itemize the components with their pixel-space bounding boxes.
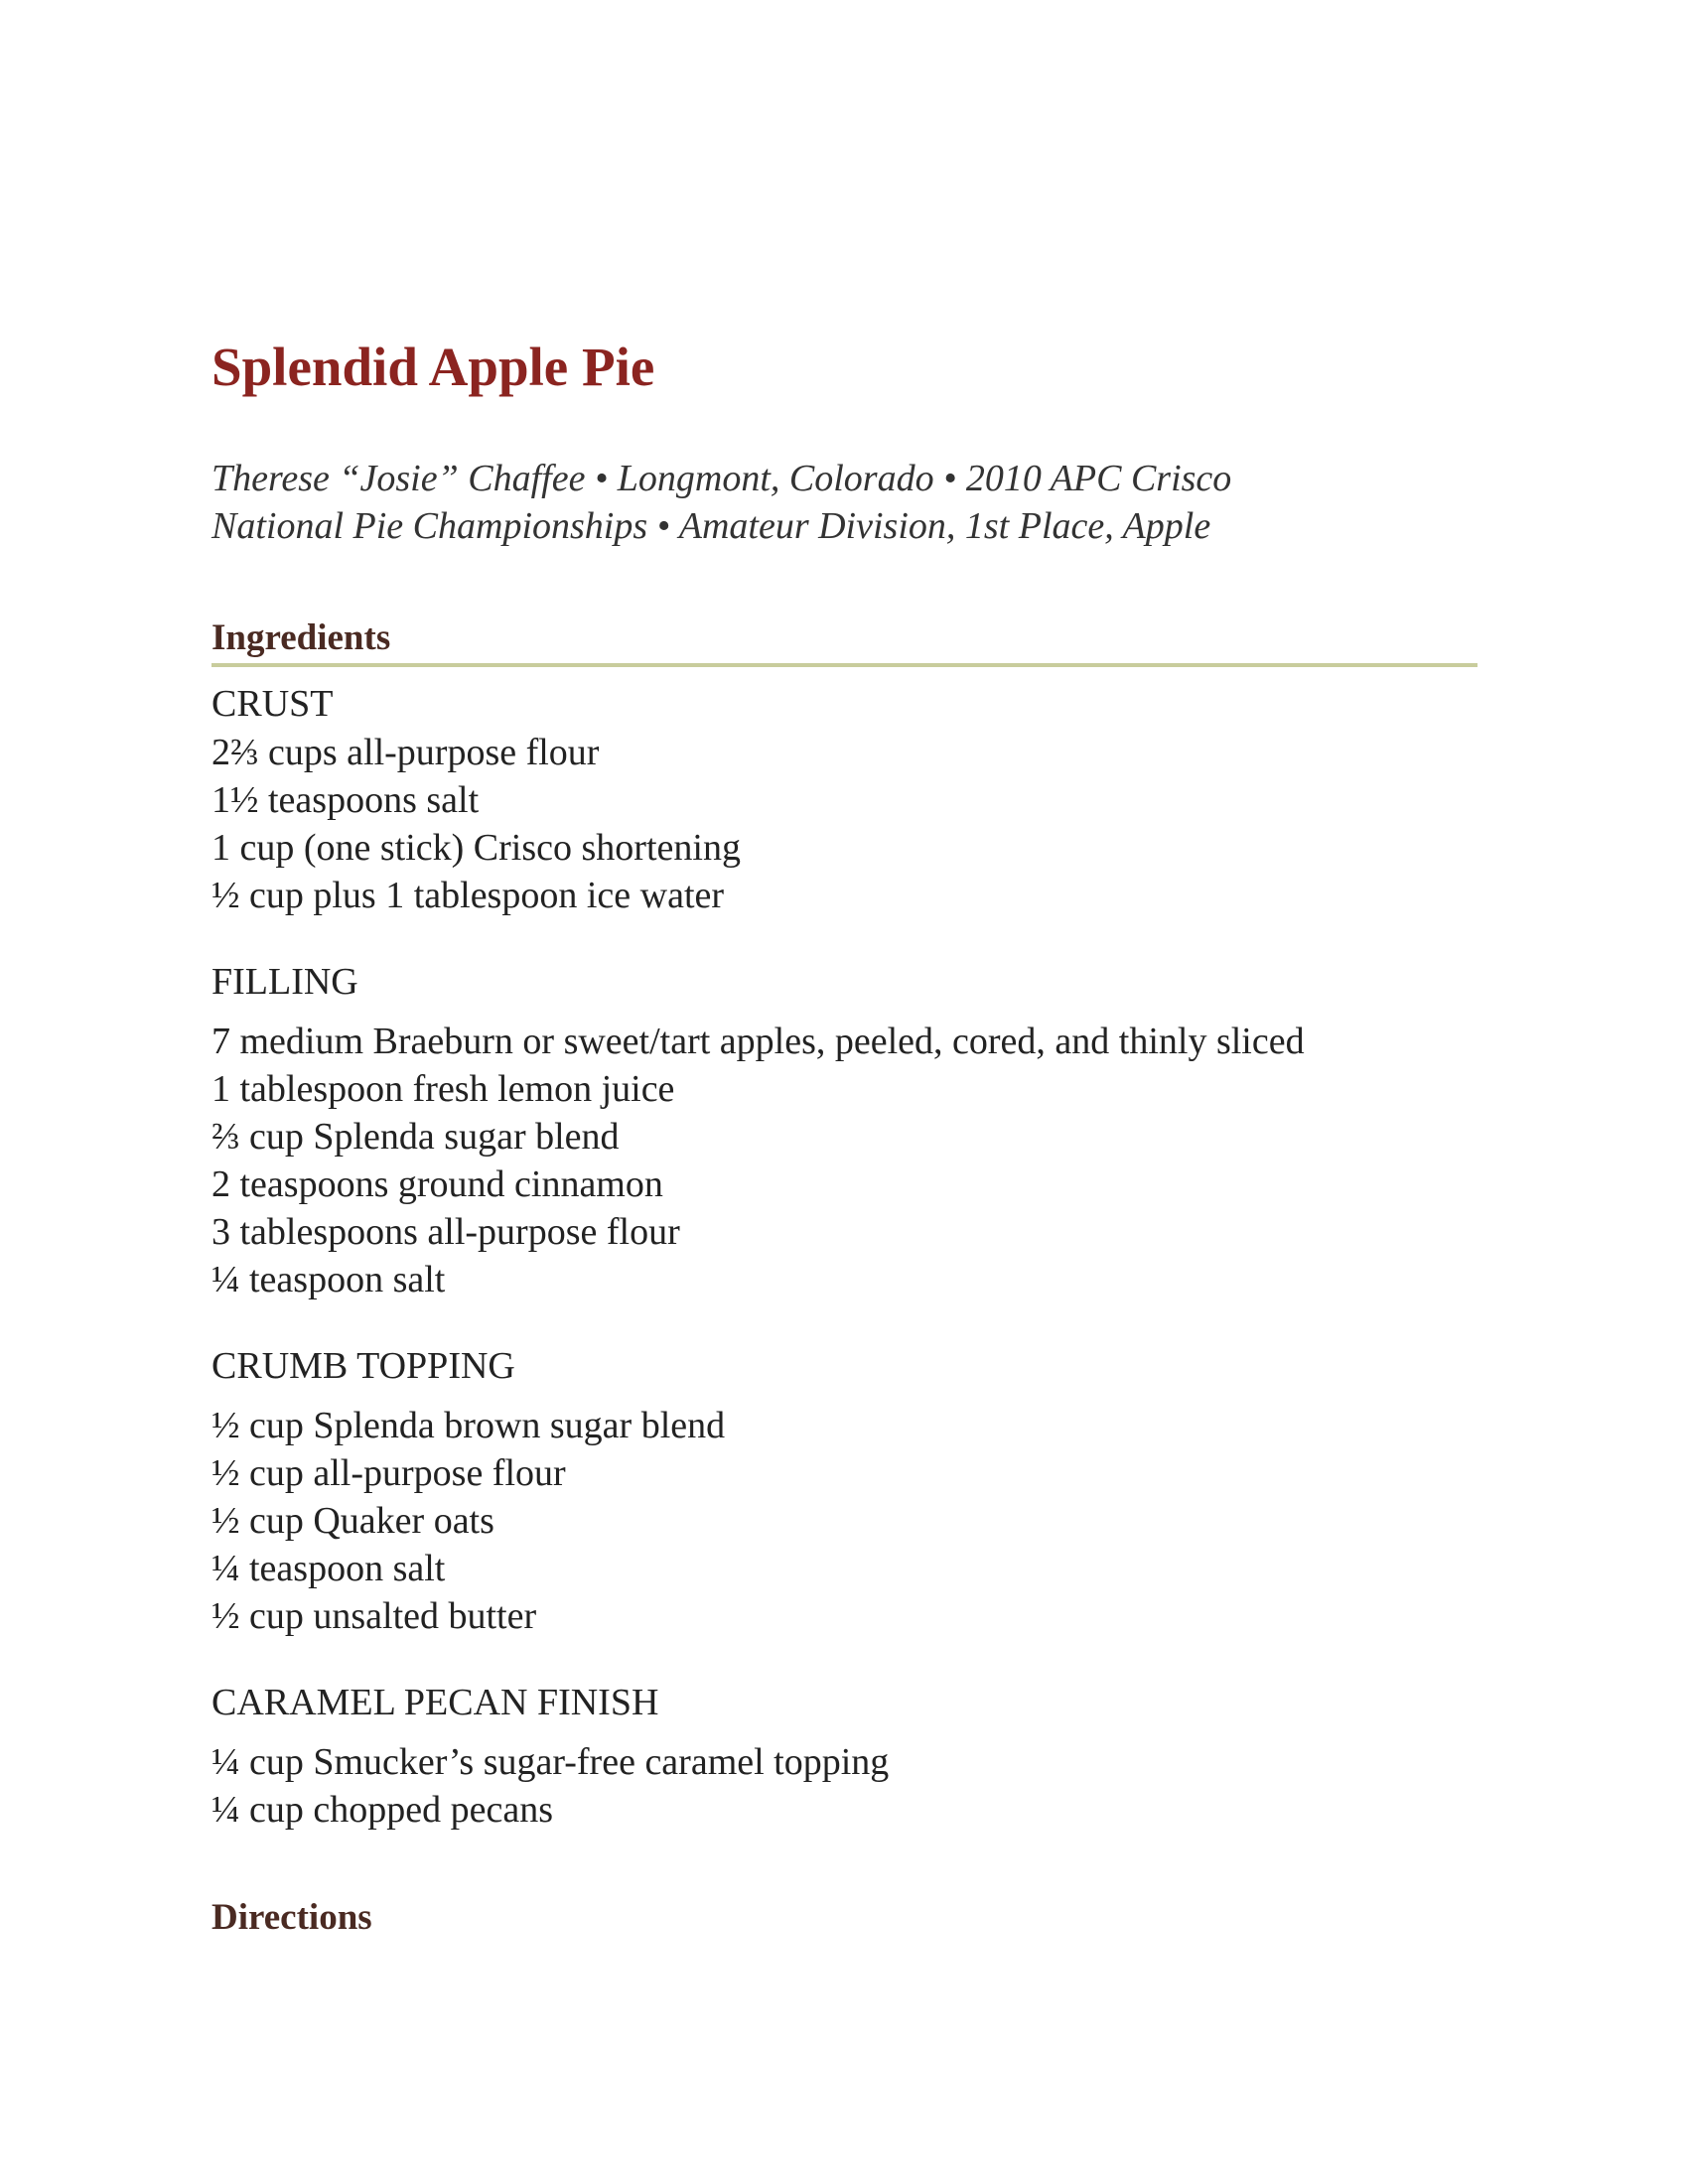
ingredient-item: 7 medium Braeburn or sweet/tart apples, peeled, cored, and thinly sliced bbox=[211, 1021, 1305, 1062]
ingredients-heading: Ingredients bbox=[211, 617, 391, 658]
recipe-byline bbox=[211, 455, 1453, 550]
directions-heading: Directions bbox=[211, 1897, 372, 1938]
ingredient-item: 3 tablespoons all-purpose flour bbox=[211, 1211, 680, 1253]
ingredient-group-crust bbox=[211, 681, 1477, 919]
ingredient-item: ½ cup unsalted butter bbox=[211, 1595, 537, 1637]
ingredient-group-caramel-pecan-finish bbox=[211, 1680, 1477, 1834]
ingredient-item: ¼ teaspoon salt bbox=[211, 1548, 446, 1589]
ingredient-list bbox=[211, 1738, 1477, 1834]
ingredient-item: ½ cup Splenda brown sugar blend bbox=[211, 1405, 726, 1446]
ingredient-group-crumb-topping bbox=[211, 1343, 1477, 1640]
ingredient-list bbox=[211, 1018, 1477, 1303]
ingredient-list bbox=[211, 729, 1477, 919]
ingredient-list bbox=[211, 1402, 1477, 1640]
ingredient-item: 2⅔ cups all-purpose flour bbox=[211, 732, 600, 773]
ingredient-group-filling bbox=[211, 959, 1477, 1303]
ingredient-item: ½ cup Quaker oats bbox=[211, 1500, 494, 1542]
group-title: CARAMEL PECAN FINISH bbox=[211, 1682, 659, 1723]
byline-line-2: National Pie Championships • Amateur Division, 1st Place, Apple bbox=[211, 505, 1211, 547]
group-title: CRUST bbox=[211, 683, 334, 725]
group-title: CRUMB TOPPING bbox=[211, 1345, 515, 1387]
ingredient-item: 1½ teaspoons salt bbox=[211, 779, 480, 821]
group-title: FILLING bbox=[211, 961, 358, 1003]
ingredient-item: 2 teaspoons ground cinnamon bbox=[211, 1163, 663, 1205]
ingredient-item: ½ cup plus 1 tablespoon ice water bbox=[211, 875, 725, 916]
ingredient-item: ½ cup all-purpose flour bbox=[211, 1452, 566, 1494]
recipe-page bbox=[211, 333, 1477, 1941]
byline-line-1: Therese “Josie” Chaffee • Longmont, Colorado • 2010 APC Crisco bbox=[211, 458, 1232, 499]
section-divider bbox=[211, 663, 1477, 667]
ingredient-item: ¼ teaspoon salt bbox=[211, 1259, 446, 1300]
recipe-title: Splendid Apple Pie bbox=[211, 337, 655, 397]
ingredient-item: ¼ cup Smucker’s sugar-free caramel topping bbox=[211, 1741, 890, 1783]
ingredient-item: ¼ cup chopped pecans bbox=[211, 1789, 553, 1831]
ingredient-item: ⅔ cup Splenda sugar blend bbox=[211, 1116, 620, 1158]
ingredient-item: 1 cup (one stick) Crisco shortening bbox=[211, 827, 741, 869]
ingredient-item: 1 tablespoon fresh lemon juice bbox=[211, 1068, 675, 1110]
